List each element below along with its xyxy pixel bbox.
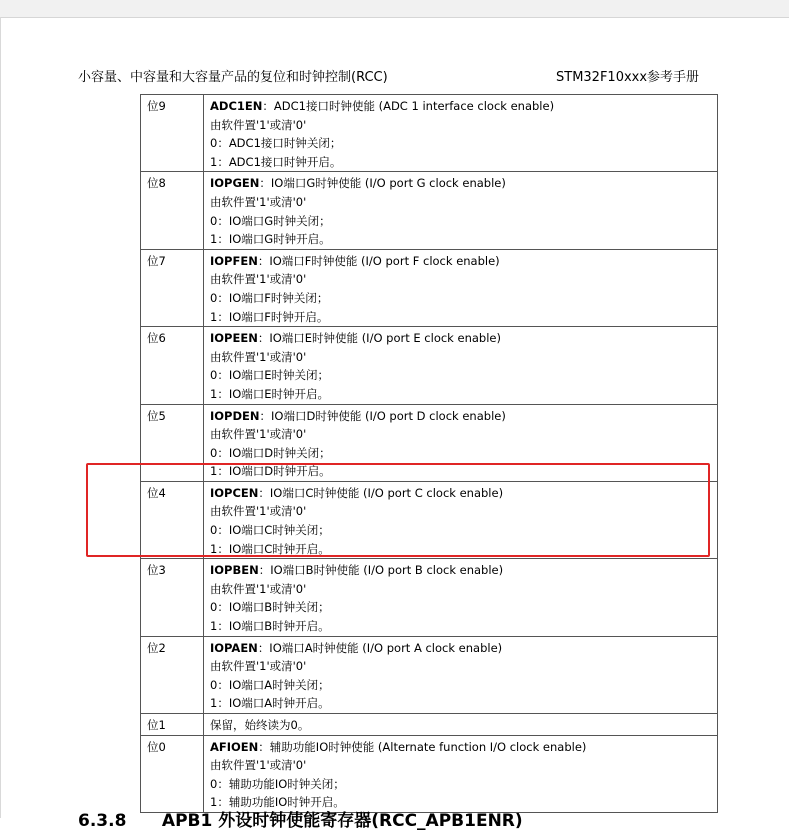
bit-number: 位6: [141, 327, 204, 404]
desc-line: 由软件置'1'或清'0': [210, 504, 307, 519]
field-desc: ：IO端口G时钟使能 (I/O port G clock enable): [259, 176, 506, 191]
desc-line: 0：ADC1接口时钟关闭；: [210, 136, 342, 151]
field-line: [210, 484, 711, 503]
field-desc: ：IO端口C时钟使能 (I/O port C clock enable): [258, 485, 504, 500]
section-title: APB1 外设时钟使能寄存器(RCC_APB1ENR): [161, 811, 523, 831]
table-row: [141, 714, 718, 736]
desc-line: 由软件置'1'或清'0': [210, 758, 307, 773]
bit-number: 位7: [141, 249, 204, 326]
bit-description: [204, 404, 718, 481]
table-row: [141, 404, 718, 481]
desc-line: 1：IO端口B时钟开启。: [210, 619, 330, 634]
bit-number: 位2: [141, 636, 204, 713]
bit-description: [204, 249, 718, 326]
table-row: [141, 95, 718, 172]
desc-line: 由软件置'1'或清'0': [210, 659, 307, 674]
viewer-top-band: [0, 0, 789, 18]
desc-line: 0：辅助功能IO时钟关闭；: [210, 776, 345, 791]
field-desc: ：IO端口D时钟使能 (I/O port D clock enable): [259, 408, 506, 423]
field-name: ADC1EN: [210, 99, 263, 113]
field-name: IOPDEN: [210, 408, 260, 423]
field-desc: ：IO端口B时钟使能 (I/O port B clock enable): [258, 563, 504, 578]
desc-line: 1：IO端口D时钟开启。: [210, 464, 331, 479]
field-desc: ：ADC1接口时钟使能 (ADC 1 interface clock enable): [262, 99, 555, 113]
desc-line: 由软件置'1'或清'0': [210, 117, 307, 132]
desc-line: 1：IO端口A时钟开启。: [210, 696, 330, 711]
desc-line: 1：ADC1接口时钟开启。: [210, 154, 342, 169]
bit-number: 位3: [141, 559, 204, 636]
desc-line: 由软件置'1'或清'0': [210, 581, 307, 596]
bit-number: 位4: [141, 481, 204, 558]
desc-line: 由软件置'1'或清'0': [210, 427, 307, 442]
desc-line: 由软件置'1'或清'0': [210, 349, 307, 364]
bit-description: [204, 172, 718, 249]
field-line: [210, 174, 711, 193]
table-row: [141, 735, 718, 812]
bit-description: [204, 95, 718, 172]
table-row: [141, 559, 718, 636]
field-name: AFIOEN: [210, 739, 259, 754]
bit-number: 位8: [141, 172, 204, 249]
bit-number: 位0: [141, 735, 204, 812]
field-desc: ：IO端口F时钟使能 (I/O port F clock enable): [257, 253, 500, 268]
field-name: IOPAEN: [210, 640, 258, 655]
bit-number: 位9: [141, 95, 204, 172]
page-header-manual: STM32F10xxx参考手册: [556, 70, 700, 85]
field-line: 保留，始终读为0。: [210, 718, 310, 732]
field-line: [210, 561, 711, 580]
bit-number: 位1: [141, 714, 204, 736]
desc-line: 1：IO端口C时钟开启。: [210, 541, 330, 556]
field-name: IOPEEN: [210, 331, 258, 346]
field-line: [210, 252, 711, 271]
section-number: 6.3.8: [78, 811, 127, 831]
desc-line: 0：IO端口E时钟关闭；: [210, 368, 330, 383]
field-desc: ：IO端口E时钟使能 (I/O port E clock enable): [257, 331, 501, 346]
desc-line: 0：IO端口B时钟关闭；: [210, 600, 330, 615]
bit-description: [204, 714, 718, 736]
field-line: [210, 738, 711, 757]
field-name: IOPFEN: [210, 253, 258, 268]
page-header-title: 小容量、中容量和大容量产品的复位和时钟控制(RCC): [78, 70, 388, 85]
bit-number: 位5: [141, 404, 204, 481]
field-name: IOPBEN: [210, 563, 259, 578]
next-section-heading: [78, 810, 523, 831]
table-row: [141, 172, 718, 249]
field-line: [210, 97, 711, 116]
field-desc: ：辅助功能IO时钟使能 (Alternate function I/O clock enable): [258, 739, 587, 754]
desc-line: 0：IO端口F时钟关闭；: [210, 290, 329, 305]
field-line: [210, 639, 711, 658]
register-bit-table: [140, 94, 718, 813]
desc-line: 0：IO端口G时钟关闭；: [210, 213, 331, 228]
field-desc: ：IO端口A时钟使能 (I/O port A clock enable): [257, 640, 503, 655]
desc-line: 1：IO端口G时钟开启。: [210, 232, 331, 247]
table-row: [141, 327, 718, 404]
table-row: [141, 249, 718, 326]
field-line: [210, 329, 711, 348]
desc-line: 由软件置'1'或清'0': [210, 194, 307, 209]
field-name: IOPCEN: [210, 485, 259, 500]
desc-line: 1：IO端口E时钟开启。: [210, 386, 330, 401]
desc-line: 0：IO端口D时钟关闭；: [210, 445, 331, 460]
field-name: IOPGEN: [210, 176, 260, 191]
table-row: [141, 481, 718, 558]
bit-description: [204, 327, 718, 404]
bit-description: [204, 636, 718, 713]
desc-line: 1：辅助功能IO时钟开启。: [210, 795, 345, 810]
bit-description: [204, 481, 718, 558]
table-row: [141, 636, 718, 713]
field-line: [210, 407, 711, 426]
bit-description: [204, 735, 718, 812]
page-edge: [0, 17, 1, 818]
desc-line: 0：IO端口A时钟关闭；: [210, 677, 330, 692]
desc-line: 0：IO端口C时钟关闭；: [210, 523, 330, 538]
desc-line: 1：IO端口F时钟开启。: [210, 309, 329, 324]
bit-description: [204, 559, 718, 636]
desc-line: 由软件置'1'或清'0': [210, 272, 307, 287]
